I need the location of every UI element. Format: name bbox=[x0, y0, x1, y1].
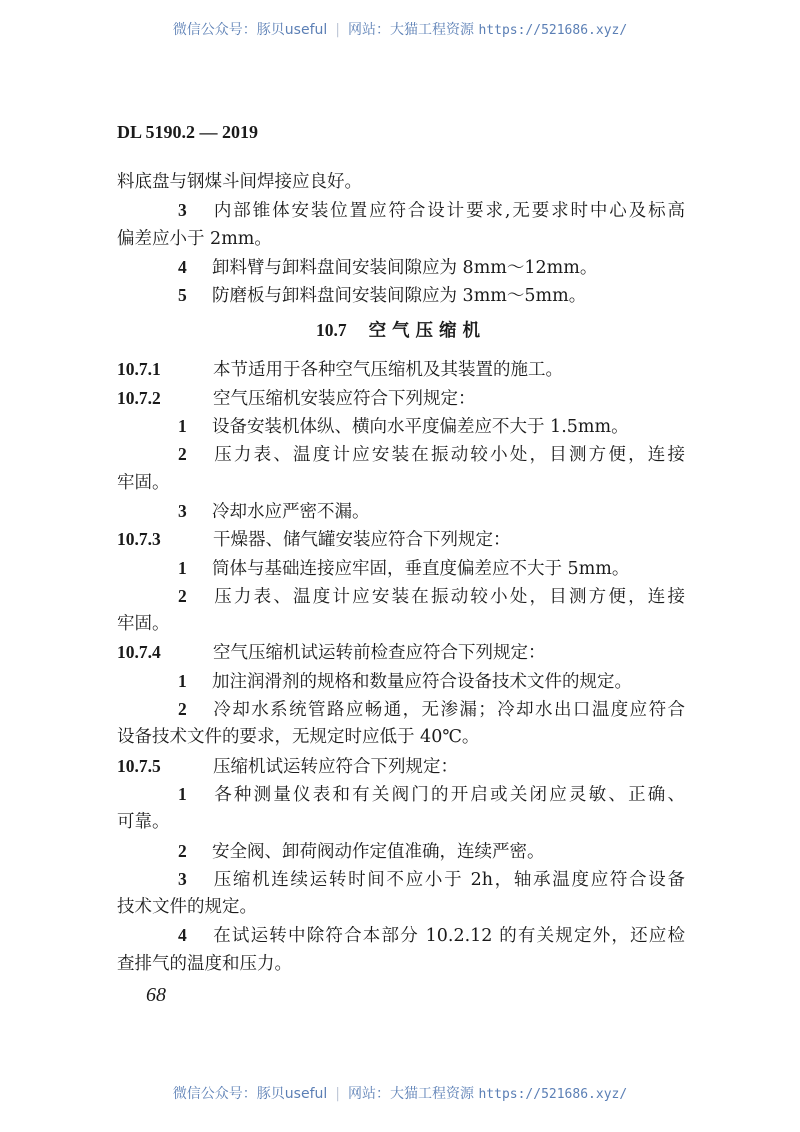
list-item-line bbox=[117, 780, 685, 808]
line-text: 偏差应小于 2mm。 bbox=[117, 228, 272, 249]
item-number: 10.7.2 bbox=[117, 387, 161, 408]
clause-line bbox=[117, 355, 685, 383]
continuation-line bbox=[117, 950, 685, 978]
watermark-url[interactable]: https://521686.xyz/ bbox=[478, 23, 628, 38]
watermark-url[interactable]: https://521686.xyz/ bbox=[478, 1087, 628, 1102]
list-item-line bbox=[117, 837, 685, 865]
line-text: 本节适用于各种空气压缩机及其装置的施工。 bbox=[213, 360, 563, 381]
list-item-line bbox=[117, 921, 685, 949]
line-text: 牢固。 bbox=[117, 614, 170, 635]
clause-line bbox=[117, 638, 685, 666]
item-number: 1 bbox=[178, 783, 187, 804]
line-text: 压力表、温度计应安装在振动较小处，目测方便，连接 bbox=[212, 445, 685, 466]
line-text: 各种测量仪表和有关阀门的开启或关闭应灵敏、正确、 bbox=[212, 784, 685, 805]
line-text: 冷却水系统管路应畅通，无渗漏；冷却水出口温度应符合 bbox=[212, 700, 685, 721]
line-text: 内部锥体安装位置应符合设计要求,无要求时中心及标高 bbox=[212, 201, 685, 222]
line-text: 冷却水应严密不漏。 bbox=[212, 501, 370, 522]
item-number: 5 bbox=[178, 285, 187, 306]
line-text: 空气压缩机安装应符合下列规定： bbox=[213, 388, 476, 409]
item-number: 3 bbox=[178, 200, 187, 221]
continuation-line bbox=[117, 168, 685, 196]
line-text: 料底盘与钢煤斗间焊接应良好。 bbox=[117, 172, 362, 192]
item-number: 2 bbox=[178, 585, 187, 606]
line-text: 在试运转中除符合本部分 10.2.12 的有关规定外，还应检 bbox=[212, 926, 685, 947]
page-number: 68 bbox=[146, 984, 166, 1006]
list-item-line bbox=[117, 667, 685, 695]
watermark-separator: | bbox=[335, 1086, 341, 1102]
item-number: 10.7.5 bbox=[117, 755, 161, 776]
watermark-separator: | bbox=[335, 22, 341, 38]
list-item-line bbox=[117, 253, 685, 281]
list-item-line bbox=[117, 440, 685, 468]
line-text: 牢固。 bbox=[117, 472, 170, 493]
item-number: 1 bbox=[178, 416, 187, 437]
list-item-line bbox=[117, 582, 685, 610]
line-text: 干燥器、储气罐安装应符合下列规定： bbox=[213, 530, 511, 551]
continuation-line bbox=[117, 469, 685, 497]
watermark-wechat: 微信公众号：豚贝useful bbox=[172, 22, 328, 38]
clause-line bbox=[117, 384, 685, 412]
item-number: 10.7 bbox=[315, 320, 347, 341]
continuation-line bbox=[117, 723, 685, 751]
section-title bbox=[117, 309, 685, 349]
line-text: 设备技术文件的要求，无规定时应低于 40℃。 bbox=[117, 727, 480, 748]
item-number: 2 bbox=[178, 699, 187, 720]
item-number: 3 bbox=[178, 868, 187, 889]
item-number: 4 bbox=[178, 925, 187, 946]
list-item-line bbox=[117, 865, 685, 893]
watermark-site: 网站：大猫工程资源 bbox=[348, 22, 475, 38]
list-item-line bbox=[117, 695, 685, 723]
watermark-site: 网站：大猫工程资源 bbox=[348, 1086, 475, 1102]
list-item-line bbox=[117, 497, 685, 525]
clause-line bbox=[117, 752, 685, 780]
watermark-wechat: 微信公众号：豚贝useful bbox=[172, 1086, 328, 1102]
item-number: 10.7.1 bbox=[117, 359, 161, 380]
line-text: 空气压缩机试运转前检查应符合下列规定： bbox=[213, 643, 546, 664]
line-text: 可靠。 bbox=[117, 812, 170, 833]
line-text: 安全阀、卸荷阀动作定值准确，连续严密。 bbox=[212, 841, 545, 862]
clause-line bbox=[117, 525, 685, 553]
list-item-line bbox=[117, 412, 685, 440]
continuation-line bbox=[117, 808, 685, 836]
item-number: 4 bbox=[178, 256, 187, 277]
standard-code: DL 5190.2 — 2019 bbox=[117, 122, 259, 142]
item-number: 2 bbox=[178, 840, 187, 861]
continuation-line bbox=[117, 610, 685, 638]
watermark-footer bbox=[0, 1083, 800, 1103]
item-number: 10.7.4 bbox=[117, 642, 161, 663]
list-item-line bbox=[117, 554, 685, 582]
line-text: 防磨板与卸料盘间安装间隙应为 3mm～5mm。 bbox=[212, 286, 587, 307]
line-text: 技术文件的规定。 bbox=[117, 897, 257, 918]
item-number: 3 bbox=[178, 500, 187, 521]
list-item-line bbox=[117, 281, 685, 309]
continuation-line bbox=[117, 225, 685, 253]
line-text: 空气压缩机 bbox=[368, 321, 487, 342]
item-number: 10.7.3 bbox=[117, 529, 161, 550]
watermark-header bbox=[0, 19, 800, 39]
line-text: 加注润滑剂的规格和数量应符合设备技术文件的规定。 bbox=[212, 671, 632, 692]
line-text: 卸料臂与卸料盘间安装间隙应为 8mm～12mm。 bbox=[212, 257, 598, 278]
item-number: 1 bbox=[178, 670, 187, 691]
continuation-line bbox=[117, 893, 685, 921]
document-body bbox=[117, 168, 685, 978]
item-number: 2 bbox=[178, 444, 187, 465]
line-text: 压力表、温度计应安装在振动较小处，目测方便，连接 bbox=[212, 586, 685, 607]
line-text: 压缩机连续运转时间不应小于 2h，轴承温度应符合设备 bbox=[212, 869, 685, 890]
line-text: 筒体与基础连接应牢固，垂直度偏差应不大于 5mm。 bbox=[212, 558, 630, 579]
line-text: 查排气的温度和压力。 bbox=[117, 953, 292, 974]
item-number: 1 bbox=[178, 557, 187, 578]
list-item-line bbox=[117, 196, 685, 224]
line-text: 设备安装机体纵、横向水平度偏差应不大于 1.5mm。 bbox=[212, 417, 629, 438]
line-text: 压缩机试运转应符合下列规定： bbox=[213, 756, 458, 777]
